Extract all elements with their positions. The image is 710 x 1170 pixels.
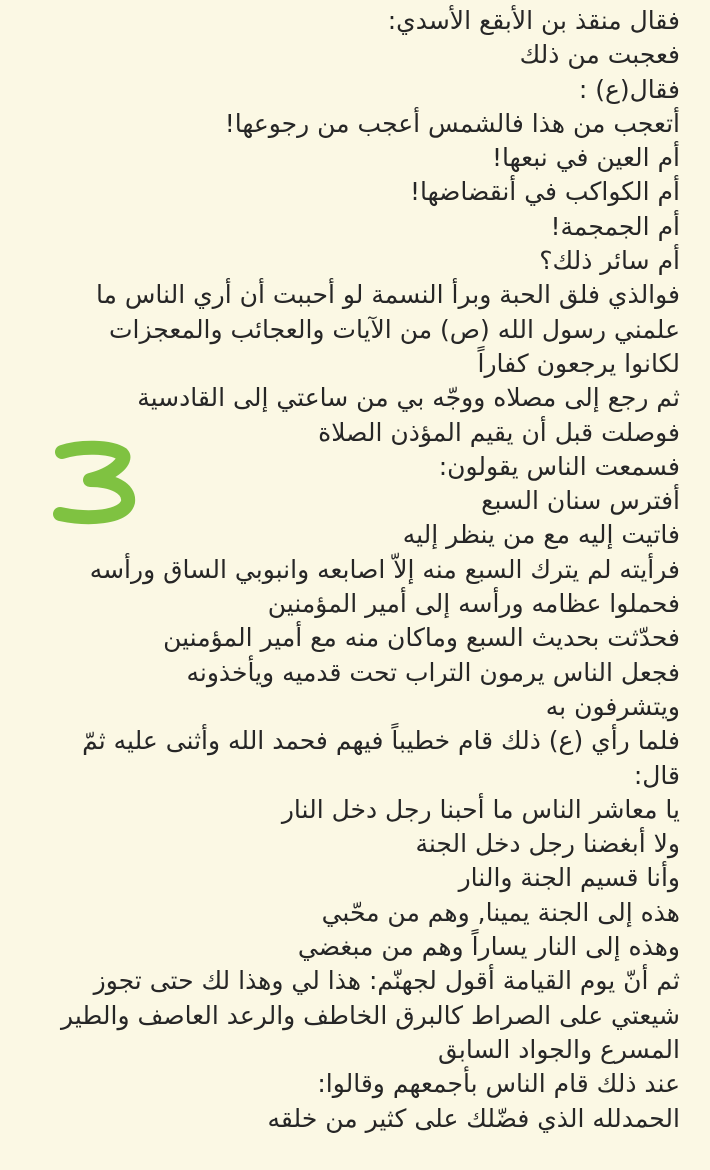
text-line: يا معاشر الناس ما أحبنا رجل دخل النار [281, 794, 680, 824]
text-line: فلما رأي (ع) ذلك قام خطيباً فيهم فحمد الله وأثنى عليه ثمّ [82, 726, 680, 756]
text-line: هذه إلى الجنة يمينا, وهم من محّبي [321, 897, 680, 927]
hand-drawn-number-marker [48, 440, 138, 526]
text-line: عند ذلك قام الناس بأجمعهم وقالوا: [317, 1069, 680, 1099]
text-line: الحمدلله الذي فضّلك على كثير من خلقه [267, 1103, 680, 1133]
text-line: فحدّثت بحديث السبع وماكان منه مع أمير المؤمنين [163, 623, 680, 653]
text-line: فسمعت الناس يقولون: [438, 451, 680, 481]
text-line: أتعجب من هذا فالشمس أعجب من رجوعها! [224, 108, 680, 138]
text-line: علمني رسول الله (ص) من الآيات والعجائب والمعجزات [109, 314, 680, 344]
text-line: أم سائر ذلك؟ [539, 246, 680, 276]
text-line: فقال(ع) : [578, 74, 680, 104]
text-line: وهذه إلى النار يساراً وهم من مبغضي [297, 932, 680, 962]
text-line: أفترس سنان السبع [481, 486, 680, 516]
text-line: ثم رجع إلى مصلاه ووجّه بي من ساعتي إلى القادسية [137, 383, 680, 413]
text-line: فوالذي فلق الحبة وبرأ النسمة لو أحببت أن أري الناس ما [95, 280, 680, 310]
text-line: وأنا قسيم الجنة والنار [458, 863, 680, 893]
text-line: ويتشرفون به [545, 691, 680, 721]
text-line: أم الجمجمة! [550, 211, 680, 241]
text-line: فجعل الناس يرمون التراب تحت قدميه ويأخذونه [186, 657, 680, 687]
text-line: فرأيته لم يترك السبع منه إلاّ اصابعه وانبوبي الساق ورأسه [89, 554, 680, 584]
text-line: المسرع والجواد السابق [438, 1034, 680, 1064]
text-line: فوصلت قبل أن يقيم المؤذن الصلاة [318, 417, 680, 447]
text-line: أم الكواكب في أنقضاضها! [410, 177, 680, 207]
text-line: فعجبت من ذلك [519, 40, 680, 70]
text-line: فاتيت إليه مع من ينظر إليه [402, 520, 680, 550]
arabic-text-body [20, 4, 680, 1136]
text-line: قال: [633, 760, 680, 790]
text-line: أم العين في نبعها! [492, 143, 680, 173]
text-line: فحملوا عظامه ورأسه إلى أمير المؤمنين [267, 589, 680, 619]
text-line: ثم أنّ يوم القيامة أقول لجهنّم: هذا لي وهذا لك حتى تجوز [93, 966, 680, 996]
text-line: شيعتي على الصراط كالبرق الخاطف والرعد العاصف والطير [61, 1000, 680, 1030]
text-line: لكانوا يرجعون كفاراً [477, 348, 680, 378]
text-line: فقال منقذ بن الأبقع الأسدي: [387, 6, 680, 35]
text-line: ولا أبغضنا رجل دخل الجنة [415, 829, 680, 859]
